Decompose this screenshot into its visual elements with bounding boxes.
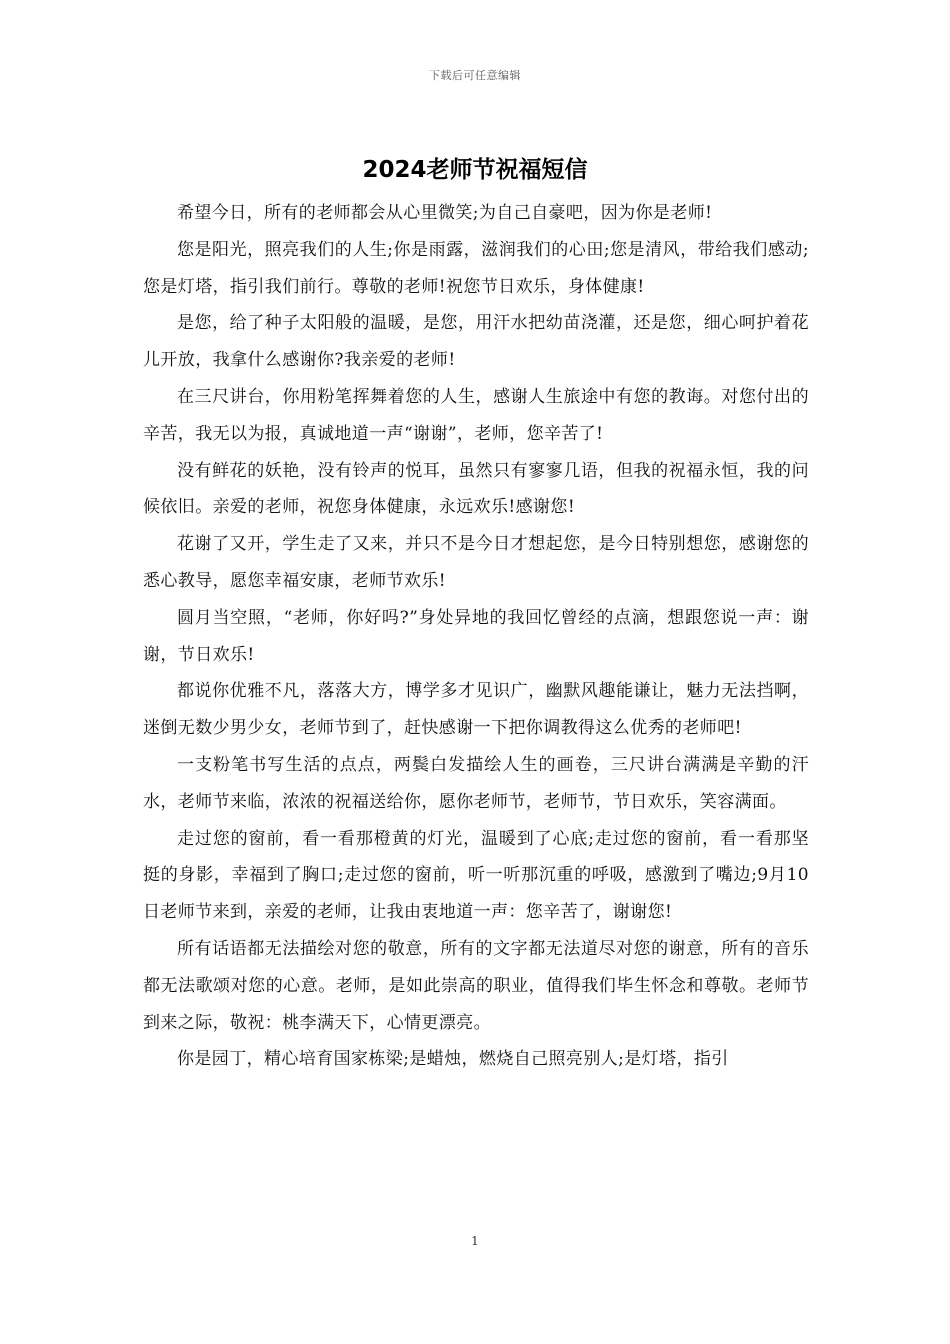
paragraph: 是您，给了种子太阳般的温暖，是您，用汗水把幼苗浇灌，还是您，细心呵护着花儿开放，我拿什么感谢你?我亲爱的老师! (143, 313, 809, 371)
paragraph: 走过您的窗前，看一看那橙黄的灯光，温暖到了心底;走过您的窗前，看一看那坚挺的身影，幸福到了胸口;走过您的窗前，听一听那沉重的呼吸，感激到了嘴边;9月10日老师节来到，亲爱的老师，让我由衷地道一声：您辛苦了，谢谢您! (143, 828, 809, 923)
document-body (143, 195, 809, 1078)
header-note: 下载后可任意编辑 (429, 69, 521, 82)
page-number: 1 (471, 1234, 479, 1248)
paragraph: 一支粉笔书写生活的点点，两鬓白发描绘人生的画卷，三尺讲台满满是辛勤的汗水，老师节来临，浓浓的祝福送给你，愿你老师节，老师节，节日欢乐，笑容满面。 (143, 754, 809, 812)
document-title: 2024老师节祝福短信 (362, 157, 588, 183)
paragraph: 所有话语都无法描绘对您的敬意，所有的文字都无法道尽对您的谢意，所有的音乐都无法歌颂对您的心意。老师，是如此崇高的职业，值得我们毕生怀念和尊敬。老师节到来之际，敬祝：桃李满天下，心情更漂亮。 (143, 938, 809, 1033)
paragraph: 在三尺讲台，你用粉笔挥舞着您的人生，感谢人生旅途中有您的教诲。对您付出的辛苦，我无以为报，真诚地道一声“谢谢”，老师，您辛苦了! (143, 386, 809, 444)
paragraph: 您是阳光，照亮我们的人生;你是雨露，滋润我们的心田;您是清风，带给我们感动;您是灯塔，指引我们前行。尊敬的老师!祝您节日欢乐，身体健康! (143, 239, 809, 297)
paragraph: 圆月当空照，“老师，你好吗?”身处异地的我回忆曾经的点滴，想跟您说一声：谢谢，节日欢乐! (143, 607, 809, 665)
paragraph: 没有鲜花的妖艳，没有铃声的悦耳，虽然只有寥寥几语，但我的祝福永恒，我的问候依旧。亲爱的老师，祝您身体健康，永远欢乐!感谢您! (143, 460, 809, 518)
paragraph: 都说你优雅不凡，落落大方，博学多才见识广，幽默风趣能谦让，魅力无法挡啊，迷倒无数少男少女，老师节到了，赶快感谢一下把你调教得这么优秀的老师吧! (143, 681, 809, 739)
paragraph: 花谢了又开，学生走了又来，并只不是今日才想起您，是今日特别想您，感谢您的悉心教导，愿您幸福安康，老师节欢乐! (143, 534, 809, 591)
paragraph: 希望今日，所有的老师都会从心里微笑;为自己自豪吧，因为你是老师! (177, 203, 713, 223)
paragraph: 你是园丁，精心培育国家栋梁;是蜡烛，燃烧自己照亮别人;是灯塔，指引 (177, 1049, 729, 1070)
